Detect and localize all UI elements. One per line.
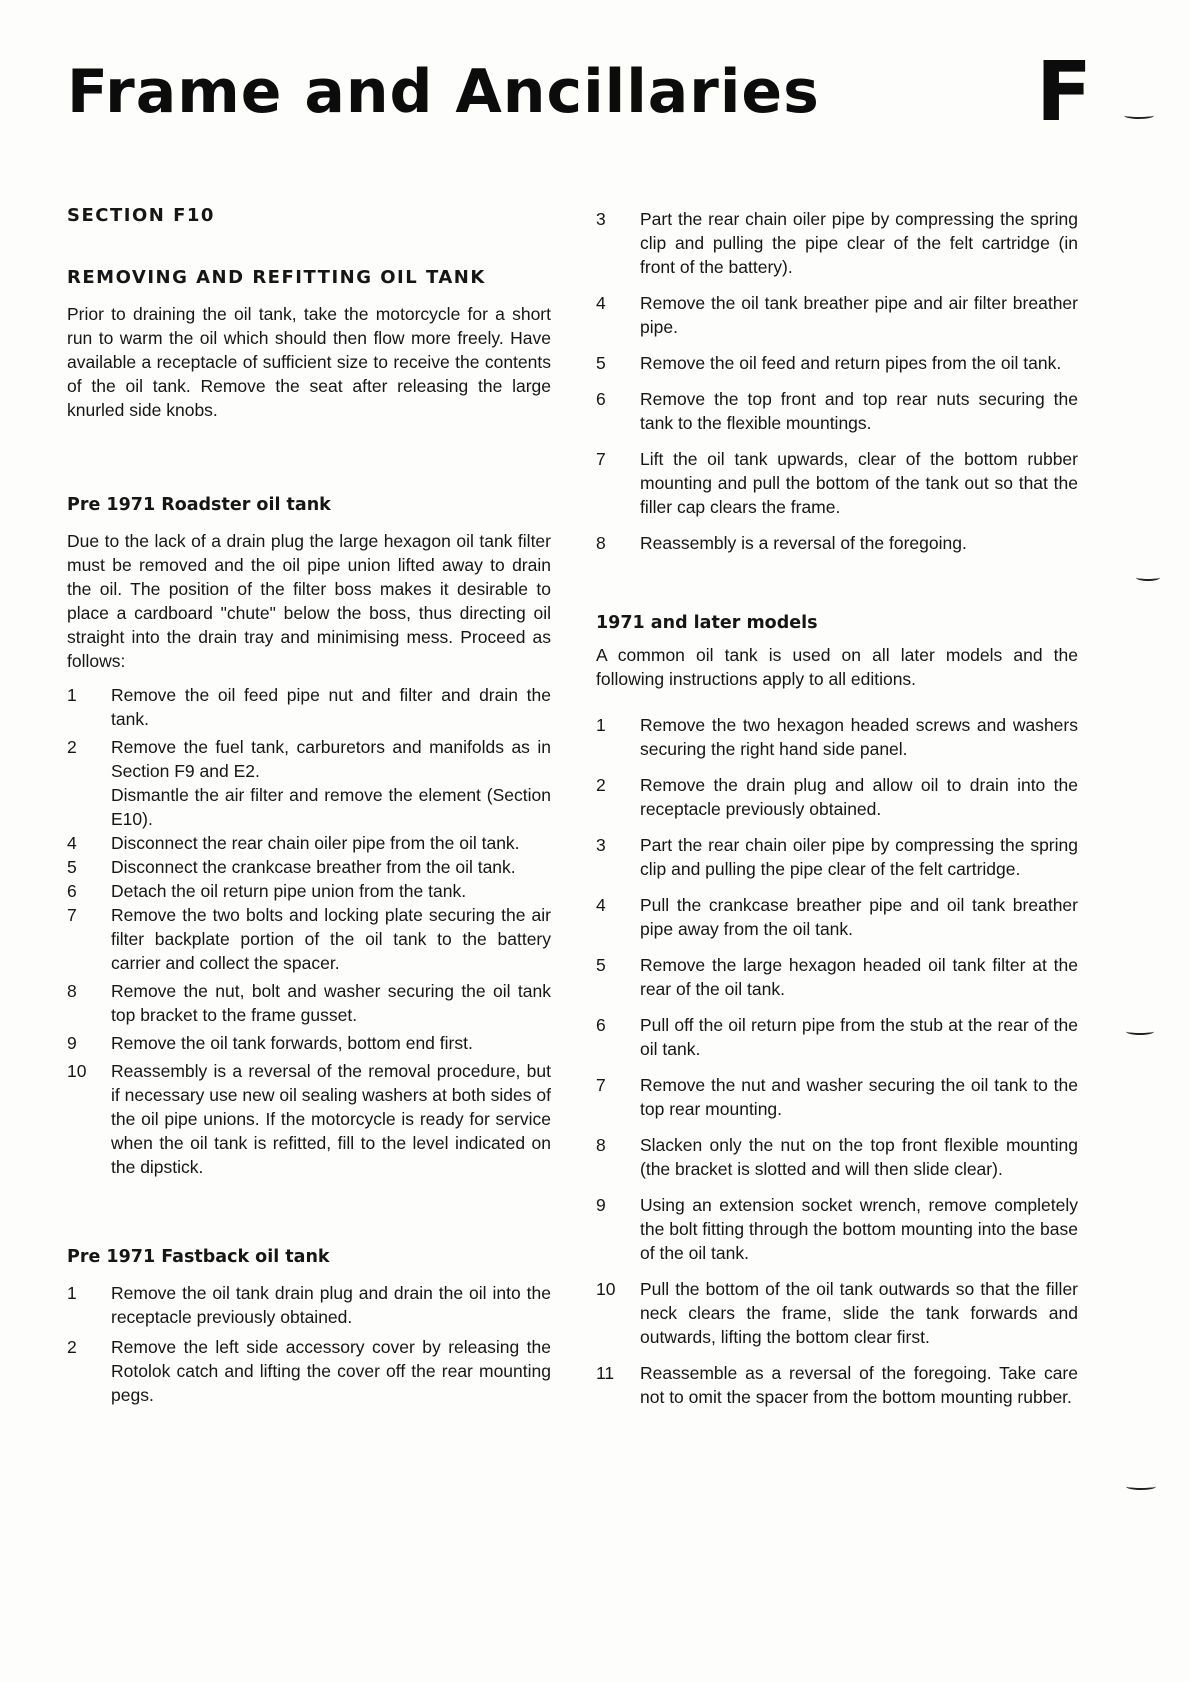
list-item	[596, 351, 1078, 375]
step-number: 10	[596, 1279, 616, 1299]
later-models-intro: A common oil tank is used on all later models and the following instructions apply to all editions.	[596, 645, 1078, 689]
roadster-intro: Due to the lack of a drain plug the large hexagon oil tank filter must be removed and the oil pipe union lifted away to drain the oil. The position of the filter boss makes it desirable to place a cardboard "chute" below the boss, thus directing oil straight into the drain tray and minimising mess. Proceed as follows:	[67, 531, 551, 671]
list-item	[67, 1031, 551, 1055]
step-text: Pull the crankcase breather pipe and oil tank breather pipe away from the oil tank.	[640, 895, 1078, 939]
list-item	[596, 953, 1078, 1001]
roadster-steps	[67, 683, 551, 1179]
step-number: 4	[67, 833, 77, 853]
step-text: Remove the drain plug and allow oil to drain into the receptacle previously obtained.	[640, 775, 1078, 819]
list-item	[596, 1193, 1078, 1265]
step-text: Remove the fuel tank, carburetors and manifolds as in Section F9 and E2.	[111, 737, 551, 781]
step-text: Part the rear chain oiler pipe by compressing the spring clip and pulling the pipe clear of the felt cartridge (in front of the battery).	[640, 209, 1078, 277]
main-heading: REMOVING AND REFITTING OIL TANK	[67, 267, 486, 288]
step-text: Using an extension socket wrench, remove completely the bolt fitting through the bottom mounting into the base of the oil tank.	[640, 1195, 1078, 1263]
step-number: 5	[596, 955, 606, 975]
step-text: Disconnect the crankcase breather from the oil tank.	[111, 857, 516, 877]
step-number: 8	[67, 981, 77, 1001]
step-number: 4	[596, 895, 606, 915]
list-item	[67, 855, 551, 879]
step-text: Part the rear chain oiler pipe by compressing the spring clip and pulling the pipe clear of the felt cartridge.	[640, 835, 1078, 879]
step-number: 1	[596, 715, 606, 735]
step-number: 7	[596, 449, 606, 469]
list-item	[596, 1133, 1078, 1181]
list-item	[67, 783, 551, 831]
list-item	[596, 387, 1078, 435]
list-item	[596, 1361, 1078, 1409]
step-text: Slacken only the nut on the top front flexible mounting (the bracket is slotted and will then slide clear).	[640, 1135, 1078, 1179]
step-text: Remove the oil feed pipe nut and filter and drain the tank.	[111, 685, 551, 729]
step-number: 5	[67, 857, 77, 877]
step-text: Remove the left side accessory cover by releasing the Rotolok catch and lifting the cover off the rear mounting pegs.	[111, 1337, 551, 1405]
list-item	[596, 893, 1078, 941]
binder-mark	[1124, 112, 1154, 119]
step-number: 2	[67, 737, 77, 757]
list-item	[596, 1013, 1078, 1061]
step-number: 1	[67, 1283, 77, 1303]
list-item	[67, 1335, 551, 1407]
fastback-steps-continued	[596, 207, 1078, 555]
list-item	[596, 291, 1078, 339]
step-number: 8	[596, 1135, 606, 1155]
step-number: 6	[596, 1015, 606, 1035]
step-number: 8	[596, 533, 606, 553]
list-item	[596, 773, 1078, 821]
list-item	[596, 207, 1078, 279]
step-text: Remove the two bolts and locking plate securing the air filter backplate portion of the oil tank to the battery carrier and collect the spacer.	[111, 905, 551, 973]
step-text: Remove the oil feed and return pipes from the oil tank.	[640, 353, 1062, 373]
step-number: 2	[596, 775, 606, 795]
list-item	[67, 879, 551, 903]
step-text: Reassembly is a reversal of the foregoing.	[640, 533, 967, 553]
step-text: Remove the nut, bolt and washer securing the oil tank top bracket to the frame gusset.	[111, 981, 551, 1025]
step-text: Remove the nut and washer securing the oil tank to the top rear mounting.	[640, 1075, 1078, 1119]
step-text: Remove the two hexagon headed screws and washers securing the right hand side panel.	[640, 715, 1078, 759]
list-item	[67, 1059, 551, 1179]
step-number: 3	[596, 835, 606, 855]
list-item	[67, 903, 551, 975]
step-number: 3	[596, 209, 606, 229]
list-item	[67, 735, 551, 783]
list-item	[67, 1281, 551, 1329]
step-number: 7	[596, 1075, 606, 1095]
list-item	[67, 683, 551, 731]
step-number: 11	[596, 1363, 615, 1383]
step-text: Remove the oil tank forwards, bottom end first.	[111, 1033, 473, 1053]
step-text: Lift the oil tank upwards, clear of the bottom rubber mounting and pull the bottom of the tank out so that the filler cap clears the frame.	[640, 449, 1078, 517]
step-number: 10	[67, 1061, 87, 1081]
list-item	[596, 1277, 1078, 1349]
section-letter: F	[1036, 45, 1093, 140]
step-number: 6	[67, 881, 77, 901]
left-column	[67, 205, 551, 1407]
binder-mark	[1126, 1483, 1156, 1490]
step-text: Pull the bottom of the oil tank outwards so that the filler neck clears the frame, slide the tank forwards and outwards, lifting the bottom clear first.	[640, 1279, 1078, 1347]
binder-mark	[1136, 574, 1160, 581]
binder-mark	[1126, 1028, 1154, 1035]
fastback-heading: Pre 1971 Fastback oil tank	[67, 1247, 330, 1267]
section-label: SECTION F10	[67, 205, 215, 226]
list-item	[596, 1073, 1078, 1121]
fastback-steps	[67, 1281, 551, 1407]
list-item	[67, 979, 551, 1027]
list-item	[596, 447, 1078, 519]
step-text: Remove the large hexagon headed oil tank filter at the rear of the oil tank.	[640, 955, 1078, 999]
step-text: Remove the top front and top rear nuts securing the tank to the flexible mountings.	[640, 389, 1078, 433]
right-column	[596, 207, 1078, 1409]
intro-paragraph: Prior to draining the oil tank, take the motorcycle for a short run to warm the oil which should then flow more freely. Have available a receptacle of sufficient size to receive the contents of the oil tank. Remove the seat after releasing the large knurled side knobs.	[67, 304, 551, 420]
step-text: Pull off the oil return pipe from the stub at the rear of the oil tank.	[640, 1015, 1078, 1059]
list-item	[596, 531, 1078, 555]
step-number: 7	[67, 905, 77, 925]
step-text: Dismantle the air filter and remove the element (Section E10).	[111, 785, 551, 829]
later-models-steps	[596, 713, 1078, 1409]
step-number: 9	[67, 1033, 77, 1053]
step-text: Disconnect the rear chain oiler pipe from the oil tank.	[111, 833, 520, 853]
page-title: Frame and Ancillaries	[67, 57, 820, 127]
step-text: Remove the oil tank breather pipe and air filter breather pipe.	[640, 293, 1078, 337]
list-item	[596, 713, 1078, 761]
step-number	[67, 783, 111, 831]
step-text: Detach the oil return pipe union from the tank.	[111, 881, 467, 901]
step-number: 4	[596, 293, 606, 313]
step-text: Remove the oil tank drain plug and drain the oil into the receptacle previously obtained.	[111, 1283, 551, 1327]
step-text: Reassemble as a reversal of the foregoing. Take care not to omit the spacer from the bottom mounting rubber.	[640, 1363, 1078, 1407]
list-item	[67, 831, 551, 855]
list-item	[596, 833, 1078, 881]
step-number: 6	[596, 389, 606, 409]
step-number: 2	[67, 1337, 77, 1357]
later-models-heading: 1971 and later models	[596, 613, 818, 633]
roadster-heading: Pre 1971 Roadster oil tank	[67, 495, 331, 515]
step-text: Reassembly is a reversal of the removal procedure, but if necessary use new oil sealing washers at both sides of the oil pipe unions. If the motorcycle is ready for service when the oil tank is refitted, fill to the level indicated on the dipstick.	[111, 1061, 551, 1177]
step-number: 5	[596, 353, 606, 373]
step-number: 1	[67, 685, 77, 705]
step-number: 9	[596, 1195, 606, 1215]
